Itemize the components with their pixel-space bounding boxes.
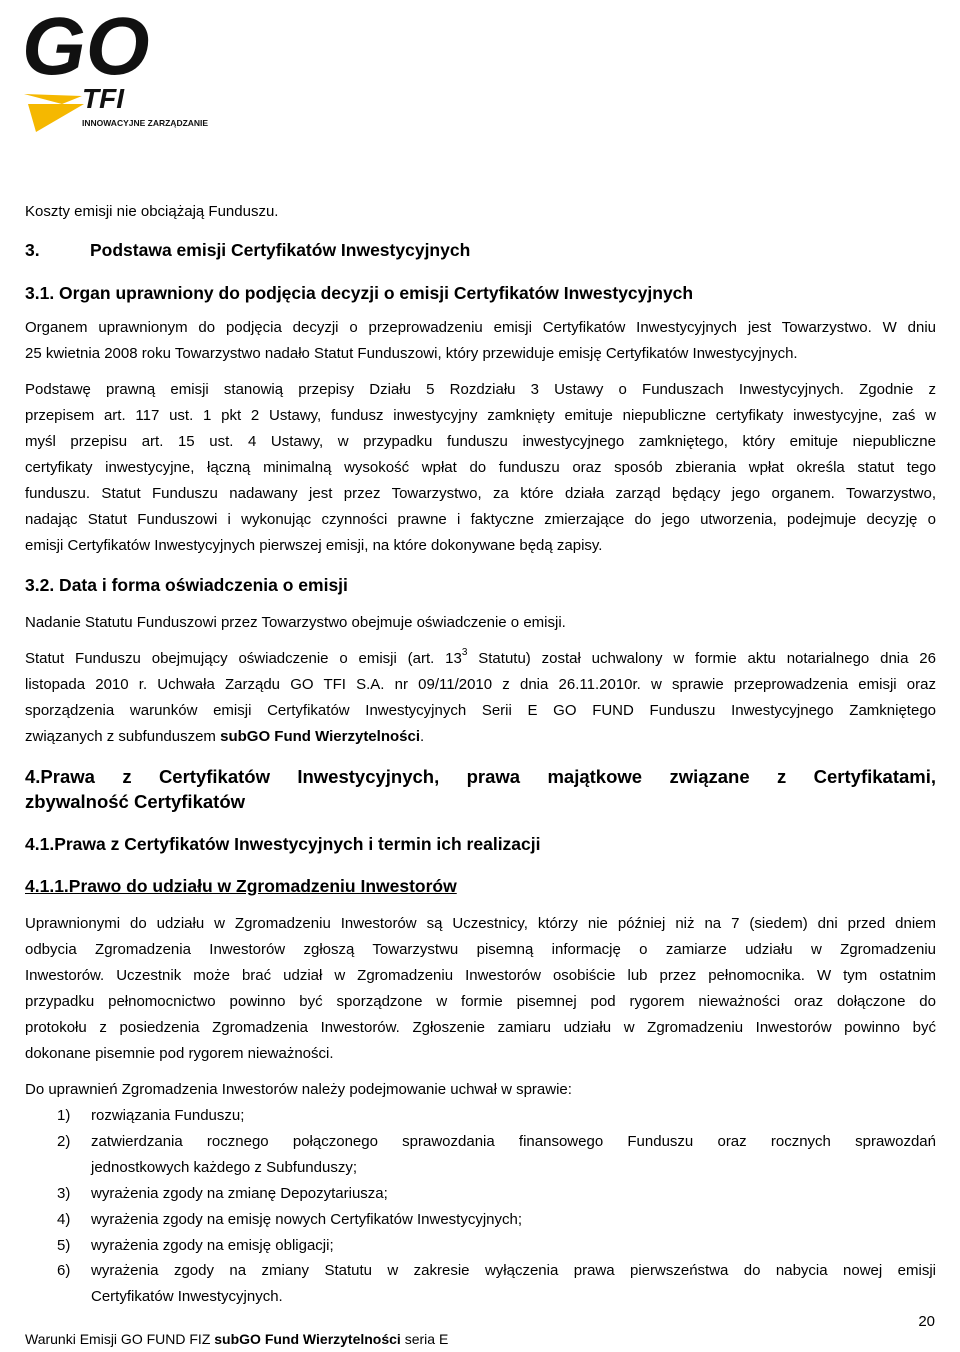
list-text [91,1129,936,1181]
footer-subfund: subGO Fund Wierzytelności [214,1331,401,1347]
text-line: Organem uprawnionym do podjęcia decyzji o przeprowadzeniu emisji Certyfikatów Inwestycyjnych jest Towarzystwo. W dniu [25,319,936,336]
heading-section-4-1-1: 4.1.1.Prawo do udziału w Zgromadzeniu Inwestorów [25,876,457,896]
text-line: Inwestorów. Uczestnik może brać udział w Zgromadzeniu Inwestorów osobiście lub przez pełnomocnika. W tym ostatnim [25,967,936,984]
paragraph-statute-adopted [25,646,936,750]
heading-number: 3. [25,240,40,260]
text-line: wyrażenia zgody na zmianę Depozytariusza; [91,1185,388,1202]
list-text [91,1258,936,1310]
paragraph-powers-intro: Do uprawnień Zgromadzenia Inwestorów należy podejmowanie uchwał w sprawie: [25,1081,572,1098]
logo-swoosh-upper [24,94,82,104]
page-number: 20 [918,1313,935,1330]
list-number: 5) [57,1237,71,1254]
list-text [91,1233,936,1259]
text-line: certyfikaty inwestycyjne, łączną minimalną wysokość wpłat do funduszu oraz sposób zbierania wpłat określa statut tego [25,459,936,476]
heading-section-3-1: 3.1. Organ uprawniony do podjęcia decyzji o emisji Certyfikatów Inwestycyjnych [25,283,694,303]
text-fragment: Statutu) został uchwalony w formie aktu notarialnego dnia 26 [467,650,936,667]
list-number: 2) [57,1133,71,1150]
text-line: Uprawnionymi do udziału w Zgromadzeniu Inwestorów są Uczestnicy, którzy nie później niż na 7 (siedem) dni przed dniem [25,915,936,932]
text-line: myśl przepisu art. 15 ust. 4 Ustawy, w przypadku funduszu inwestycyjnego zamkniętego, który emituje niepubliczne [25,433,936,450]
text-line: sporządzenia warunków emisji Certyfikatów Inwestycyjnych Serii E GO FUND Funduszu Inwestycyjnego Zamkniętego [25,702,936,719]
heading-line: zbywalność Certyfikatów [25,791,246,812]
text-line: protokołu z posiedzenia Zgromadzenia Inwestorów. Zgłoszenie zamiaru udziału w Zgromadzeniu Inwestorów powinno być [25,1019,936,1036]
text-line [25,724,936,750]
text-fragment: . [420,728,425,745]
text-line: przypadku pełnomocnictwo powinno być sporządzone w formie pisemnej pod rygorem nieważności oraz dołączone do [25,993,936,1010]
subfund-name: subGO Fund Wierzytelności [220,728,420,745]
text-line: wyrażenia zgody na emisję nowych Certyfikatów Inwestycyjnych; [91,1211,523,1228]
text-line: Podstawę prawną emisji stanowią przepisy Działu 5 Rozdziału 3 Ustawy o Funduszach Inwestycyjnych. Zgodnie z [25,381,936,398]
heading-line: 4.Prawa z Certyfikatów Inwestycyjnych, prawa majątkowe związane z Certyfikatami, [25,766,936,787]
page-footer [25,1331,448,1347]
text-line: wyrażenia zgody na emisję obligacji; [91,1237,334,1254]
list-text [91,1207,936,1233]
go-tfi-logo [22,4,232,136]
text-line: wyrażenia zgody na zmiany Statutu w zakresie wyłączenia prawa pierwszeństwa do nabycia nowej emisji [91,1262,936,1279]
list-number: 1) [57,1107,71,1124]
superscript: 3 [461,647,468,658]
text-line: zatwierdzania rocznego połączonego sprawozdania finansowego Funduszu oraz rocznych sprawozdań [91,1133,936,1150]
list-text [91,1103,936,1129]
paragraph-legal-basis [25,377,936,559]
text-line: emisji Certyfikatów Inwestycyjnych pierwszej emisji, na które dokonywane będą zapisy. [25,537,603,554]
logo-mark [22,4,208,132]
paragraph-statute-declaration: Nadanie Statutu Funduszowi przez Towarzystwo obejmuje oświadczenie o emisji. [25,614,566,631]
heading-section-3-2: 3.2. Data i forma oświadczenia o emisji [25,575,348,595]
logo-swoosh-lower [28,104,84,132]
heading-title: Podstawa emisji Certyfikatów Inwestycyjnych [90,240,471,260]
heading-section-3 [25,238,936,262]
logo-tagline: INNOWACYJNE ZARZĄDZANIE [82,118,209,128]
paragraph-organ [25,315,936,367]
logo-tfi-text: TFI [82,83,124,114]
text-line: nadając Statut Funduszowi i wykonując czynności prawne i faktyczne zmierzające do jego utworzenia, podejmuje decyzję o [25,511,936,528]
text-line: 25 kwietnia 2008 roku Towarzystwo nadało Statut Funduszowi, który przewiduje emisję Certyfikatów Inwestycyjnych. [25,345,798,362]
text-line: listopada 2010 r. Uchwała Zarządu GO TFI S.A. nr 09/11/2010 z dnia 26.11.2010r. w sprawie przeprowadzenia emisji oraz [25,676,936,693]
text-line: dokonane pisemnie pod rygorem nieważności. [25,1045,334,1062]
text-line [25,646,936,672]
footer-text: seria E [400,1331,449,1347]
text-line: przepisem art. 117 ust. 1 pkt 2 Ustawy, fundusz inwestycyjny zamknięty emituje niepubliczne certyfikaty inwestycyjne, zaś w [25,407,936,424]
text-line: rozwiązania Funduszu; [91,1107,245,1124]
paragraph-costs: Koszty emisji nie obciążają Funduszu. [25,203,279,220]
text-line: funduszu. Statut Funduszu nadawany jest przez Towarzystwo, za które działa zarząd będący jego organem. Towarzystwo, [25,485,936,502]
list-number: 4) [57,1211,71,1228]
text-fragment: związanych z subfunduszem [25,728,221,745]
text-line: Certyfikatów Inwestycyjnych. [91,1288,283,1305]
text-line: odbycia Zgromadzenia Inwestorów zgłoszą Towarzystwu pisemną informację o zamiarze udziału w Zgromadzeniu [25,941,936,958]
list-text [91,1181,936,1207]
footer-text: Warunki Emisji GO FUND FIZ [25,1331,215,1347]
list-number: 3) [57,1185,71,1202]
logo-go-text: GO [22,4,150,92]
heading-section-4 [25,764,936,814]
list-number: 6) [57,1262,71,1279]
paragraph-meeting-participation [25,911,936,1067]
text-fragment: Statut Funduszu obejmujący oświadczenie o emisji (art. 13 [25,650,462,667]
text-line: jednostkowych każdego z Subfunduszy; [91,1159,357,1176]
heading-section-4-1: 4.1.Prawa z Certyfikatów Inwestycyjnych i termin ich realizacji [25,834,541,854]
